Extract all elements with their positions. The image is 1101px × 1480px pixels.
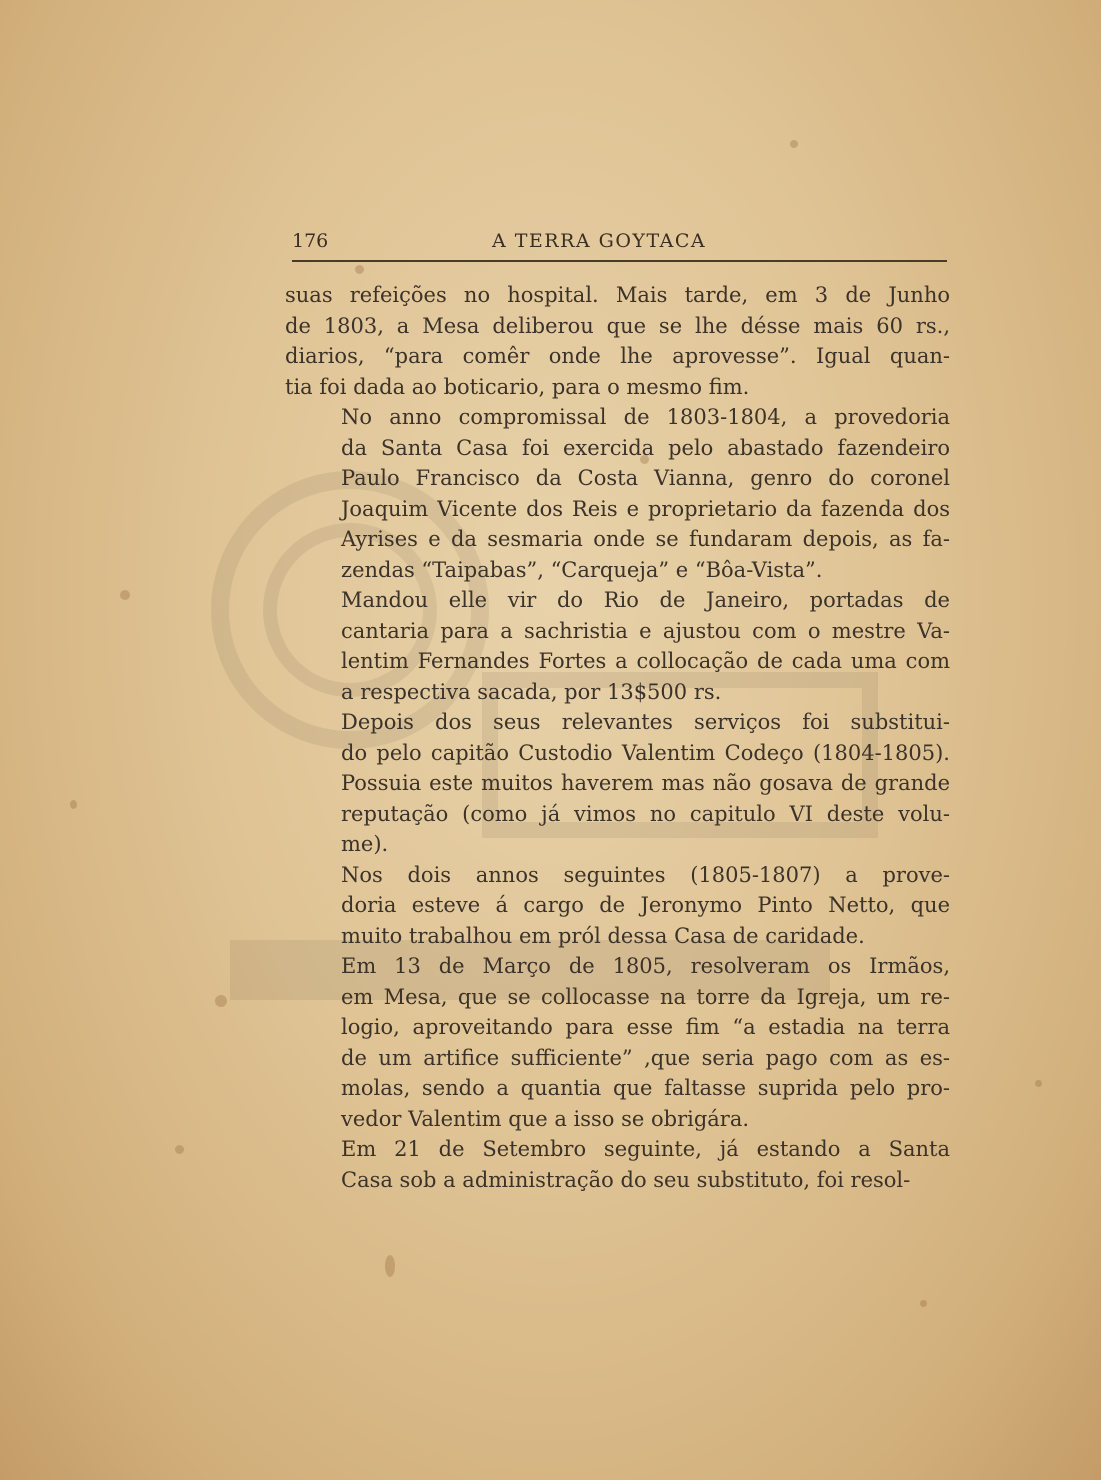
text-line: logio, aproveitando para esse fim “a estadia na terra (341, 1015, 950, 1039)
paragraph (285, 280, 950, 402)
running-header (292, 226, 947, 262)
paragraph (285, 860, 950, 952)
text-line: Casa sob a administração do seu substituto, foi resol- (341, 1167, 911, 1192)
text-line: me). (341, 832, 389, 856)
text-line: Em 13 de Março de 1805, resolveram os Irmãos, (341, 954, 950, 978)
paragraph (285, 402, 950, 585)
age-spot (920, 1300, 927, 1307)
age-spot (175, 1145, 184, 1154)
text-line: em Mesa, que se collocasse na torre da Igreja, um re- (341, 984, 950, 1009)
age-spot (790, 140, 798, 148)
age-spot (355, 265, 364, 274)
text-line: cantaria para a sachristia e ajustou com o mestre Va- (341, 618, 950, 643)
text-line: reputação (como já vimos no capitulo VI deste volu- (341, 801, 950, 826)
text-line: Depois dos seus relevantes serviços foi substitui- (341, 710, 950, 734)
text-line: da Santa Casa foi exercida pelo abastado fazendeiro (341, 435, 950, 460)
text-line: diarios, “para comêr onde lhe aprovesse”. Igual quan- (285, 344, 950, 368)
paragraph (285, 585, 950, 707)
paragraph (285, 951, 950, 1134)
running-title: A TERRA GOYTACA (492, 230, 707, 252)
text-line: zendas “Taipabas”, “Carqueja” e “Bôa-Vista”. (341, 557, 823, 582)
text-line: Mandou elle vir do Rio de Janeiro, portadas de (341, 588, 950, 612)
text-line: tia foi dada ao boticario, para o mesmo fim. (285, 374, 750, 399)
age-spot (215, 995, 227, 1007)
text-line: de um artifice sufficiente” ,que seria pago com as es- (341, 1045, 950, 1070)
text-line: Joaquim Vicente dos Reis e proprietario da fazenda dos (341, 496, 950, 521)
text-line: vedor Valentim que a isso se obrigára. (341, 1106, 750, 1131)
text-line: a respectiva sacada, por 13$500 rs. (341, 679, 722, 704)
text-line: muito trabalhou em pról dessa Casa de caridade. (341, 923, 865, 948)
text-line: lentim Fernandes Fortes a collocação de cada uma com (341, 649, 950, 673)
text-line: Possuia este muitos haverem mas não gosava de grande (341, 771, 950, 795)
paragraph (285, 1134, 950, 1195)
text-line: do pelo capitão Custodio Valentim Codeço (1804-1805). (341, 740, 950, 765)
text-line: de 1803, a Mesa deliberou que se lhe désse mais 60 rs., (285, 313, 950, 338)
body-text (285, 280, 950, 1195)
text-line: Em 21 de Setembro seguinte, já estando a Santa (341, 1137, 950, 1161)
age-spot (120, 590, 130, 600)
text-line: Ayrises e da sesmaria onde se fundaram depois, as fa- (341, 527, 950, 551)
text-line: suas refeições no hospital. Mais tarde, em 3 de Junho (285, 283, 950, 307)
text-line: doria esteve á cargo de Jeronymo Pinto Netto, que (341, 893, 950, 917)
age-spot (385, 1255, 395, 1277)
text-line: molas, sendo a quantia que faltasse suprida pelo pro- (341, 1076, 950, 1100)
page-number: 176 (292, 230, 329, 252)
age-spot (1035, 1080, 1042, 1087)
text-line: No anno compromissal de 1803-1804, a provedoria (341, 405, 950, 429)
text-line: Paulo Francisco da Costa Vianna, genro do coronel (341, 466, 950, 490)
age-spot (70, 800, 77, 809)
paragraph (285, 707, 950, 860)
text-line: Nos dois annos seguintes (1805-1807) a prove- (341, 862, 950, 887)
